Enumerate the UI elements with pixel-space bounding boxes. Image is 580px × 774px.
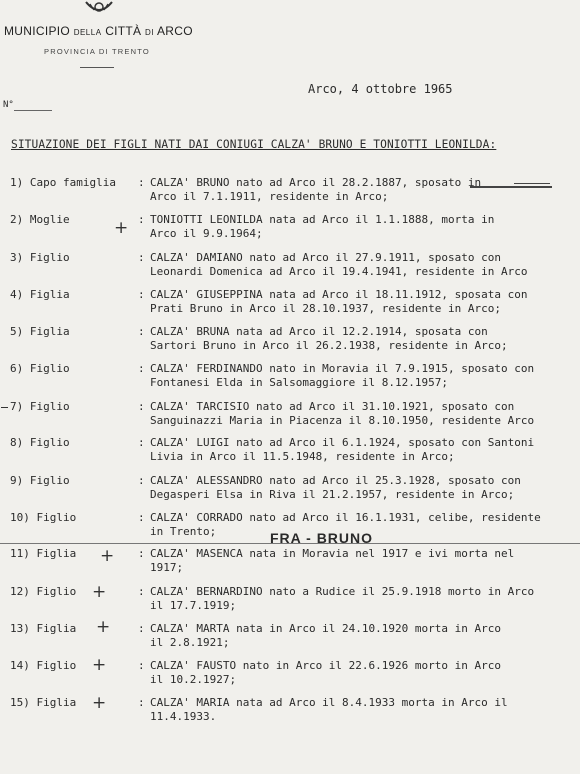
entry-text-line-2: Prati Bruno in Arco il 28.10.1937, residente in Arco; <box>150 302 501 315</box>
entry-label: 12) Figlio <box>10 585 77 598</box>
entry-label: 6) Figlio <box>10 362 70 375</box>
entry-colon: : <box>138 474 145 487</box>
entry-text-line-1: CALZA' BERNARDINO nato a Rudice il 25.9.1918 morto in Arco <box>150 585 535 598</box>
entry-label: 15) Figlia <box>10 696 77 709</box>
list-item <box>0 288 580 324</box>
deceased-cross-icon: + <box>96 617 111 637</box>
document-title: SITUAZIONE DEI FIGLI NATI DAI CONIUGI CALZA' BRUNO E TONIOTTI LEONILDA: <box>11 138 497 151</box>
entry-colon: : <box>138 176 145 189</box>
strikethrough-mark <box>514 183 550 184</box>
header-divider <box>80 67 114 68</box>
entry-label: 14) Figlio <box>10 659 77 672</box>
deceased-cross-icon: + <box>114 218 129 238</box>
entry-text-line-1: CALZA' BRUNO nato ad Arco il 28.2.1887, sposato in <box>150 176 482 189</box>
entry-colon: : <box>138 547 145 560</box>
entry-text-line-2: in Trento; <box>150 525 217 538</box>
entry-text-line-1: CALZA' MARIA nata ad Arco il 8.4.1933 morta in Arco il <box>150 696 508 709</box>
list-item <box>0 436 580 472</box>
entry-label: 4) Figlia <box>10 288 70 301</box>
entry-text-line-1: CALZA' MASENCA nata in Moravia nel 1917 e ivi morta nel <box>150 547 515 560</box>
entry-label: 9) Figlio <box>10 474 70 487</box>
entry-text-line-1: CALZA' TARCISIO nato ad Arco il 31.10.1921, sposato con <box>150 400 515 413</box>
municipal-crest-icon <box>82 0 116 20</box>
list-item <box>0 585 580 621</box>
entry-label: 1) Capo famiglia <box>10 176 116 189</box>
entry-colon: : <box>138 511 145 524</box>
deceased-cross-icon: + <box>92 693 107 713</box>
list-item <box>0 547 580 583</box>
margin-dash <box>1 407 8 408</box>
entry-text-line-1: CALZA' LUIGI nato ad Arco il 6.1.1924, sposato con Santoni <box>150 436 535 449</box>
list-item <box>0 696 580 732</box>
strikethrough-mark <box>470 186 552 188</box>
entry-colon: : <box>138 622 145 635</box>
entry-text-line-1: TONIOTTI LEONILDA nata ad Arco il 1.1.1888, morta in <box>150 213 495 226</box>
municipality-name: MUNICIPIO DELLA CITTÀ DI ARCO <box>4 24 193 38</box>
entry-text-line-1: CALZA' FAUSTO nato in Arco il 22.6.1926 morto in Arco <box>150 659 501 672</box>
entry-text-line-1: CALZA' ALESSANDRO nato ad Arco il 25.3.1928, sposato con <box>150 474 521 487</box>
entry-label: 13) Figlia <box>10 622 77 635</box>
entry-label: 7) Figlio <box>10 400 70 413</box>
entry-colon: : <box>138 213 145 226</box>
entry-text-line-1: CALZA' GIUSEPPINA nata ad Arco il 18.11.1912, sposata con <box>150 288 528 301</box>
entry-text-line-2: il 17.7.1919; <box>150 599 237 612</box>
deceased-cross-icon: + <box>92 655 107 675</box>
entry-colon: : <box>138 585 145 598</box>
entry-colon: : <box>138 362 145 375</box>
province-label: PROVINCIA DI TRENTO <box>44 47 150 56</box>
protocol-number-line <box>14 110 52 111</box>
entry-label: 3) Figlio <box>10 251 70 264</box>
deceased-cross-icon: + <box>100 546 115 566</box>
handwritten-note: FRA - BRUNO <box>270 530 374 546</box>
entry-colon: : <box>138 659 145 672</box>
list-item <box>0 474 580 510</box>
entry-colon: : <box>138 400 145 413</box>
list-item <box>0 362 580 398</box>
entry-label: 8) Figlio <box>10 436 70 449</box>
entry-text-line-2: 11.4.1933. <box>150 710 217 723</box>
list-item <box>0 659 580 695</box>
entry-colon: : <box>138 288 145 301</box>
entry-text-line-1: CALZA' CORRADO nato ad Arco il 16.1.1931, celibe, residente <box>150 511 541 524</box>
entry-colon: : <box>138 325 145 338</box>
entry-text-line-2: Livia in Arco il 11.5.1948, residente in Arco; <box>150 450 455 463</box>
entry-text-line-2: Arco il 9.9.1964; <box>150 227 263 240</box>
entry-colon: : <box>138 436 145 449</box>
entry-colon: : <box>138 251 145 264</box>
entry-label: 2) Moglie <box>10 213 70 226</box>
entry-text-line-2: Leonardi Domenica ad Arco il 19.4.1941, residente in Arco <box>150 265 528 278</box>
list-item <box>0 622 580 658</box>
entry-text-line-2: il 2.8.1921; <box>150 636 230 649</box>
list-item <box>0 251 580 287</box>
entry-text-line-1: CALZA' MARTA nata in Arco il 24.10.1920 morta in Arco <box>150 622 501 635</box>
entry-colon: : <box>138 696 145 709</box>
entry-text-line-2: Arco il 7.1.1911, residente in Arco; <box>150 190 389 203</box>
list-item <box>0 325 580 361</box>
deceased-cross-icon: + <box>92 582 107 602</box>
entry-text-line-2: Sartori Bruno in Arco il 26.2.1938, residente in Arco; <box>150 339 508 352</box>
entry-text-line-2: Degasperi Elsa in Riva il 21.2.1957, residente in Arco; <box>150 488 515 501</box>
entry-label: 5) Figlia <box>10 325 70 338</box>
entry-text-line-1: CALZA' BRUNA nata ad Arco il 12.2.1914, sposata con <box>150 325 488 338</box>
protocol-number-label: N° <box>3 100 14 110</box>
list-item <box>0 213 580 249</box>
entry-label: 11) Figlia <box>10 547 77 560</box>
entry-text-line-1: CALZA' FERDINANDO nato in Moravia il 7.9.1915, sposato con <box>150 362 535 375</box>
entry-text-line-2: Fontanesi Elda in Salsomaggiore il 8.12.1957; <box>150 376 449 389</box>
document-date: Arco, 4 ottobre 1965 <box>308 82 453 96</box>
list-item <box>0 176 580 212</box>
entry-text-line-2: Sanguinazzi Maria in Piacenza il 8.10.1950, residente Arco <box>150 414 535 427</box>
entry-label: 10) Figlio <box>10 511 77 524</box>
entry-text-line-1: CALZA' DAMIANO nato ad Arco il 27.9.1911, sposato con <box>150 251 501 264</box>
list-item <box>0 400 580 436</box>
entry-text-line-2: 1917; <box>150 561 184 574</box>
entry-text-line-2: il 10.2.1927; <box>150 673 237 686</box>
